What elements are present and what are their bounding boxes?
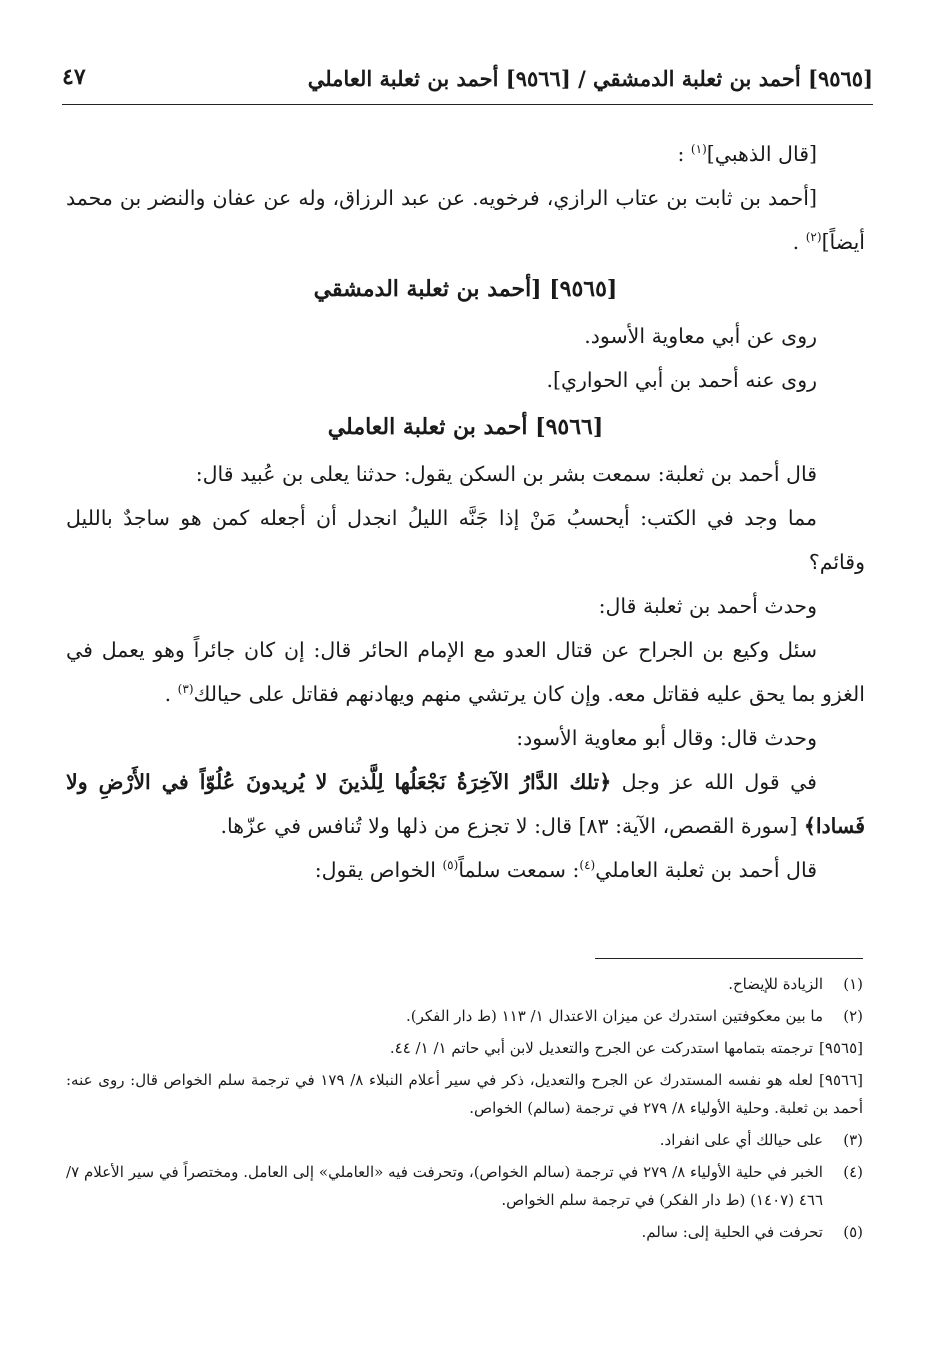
text-run: في قول الله عز وجل <box>611 770 817 794</box>
text-run: [سورة القصص، الآية: ٨٣] قال: لا تجزع من ذلها ولا تُنافس في عزّها. <box>220 814 804 838</box>
text-run: . <box>792 230 800 254</box>
footnote-mark: (٤) <box>843 1163 863 1181</box>
footnote-ref: (٢) <box>805 230 822 245</box>
footnote-mark: (٢) <box>843 1007 863 1025</box>
paragraph <box>66 132 865 176</box>
paragraph <box>66 628 865 716</box>
text-run: : سمعت سلماً <box>458 858 580 882</box>
text-run: سئل وكيع بن الجراح عن قتال العدو مع الإمام الحائر قال: إن كان جائراً وهو يعمل في الغزو بما يحق عليه فقاتل معه. وإن كان يرتشي منهم ويهادنهم فقاتل على حيالك <box>66 638 865 706</box>
footnote-ref: (٥) <box>442 858 459 873</box>
footnote <box>66 1126 863 1154</box>
footnote-mark: (٣) <box>843 1131 863 1149</box>
footnote-ref: (٣) <box>177 682 194 697</box>
main-text <box>66 132 865 892</box>
running-title: [٩٥٦٥] أحمد بن ثعلبة الدمشقي / [٩٥٦٦] أحمد بن ثعلبة العاملي <box>307 66 873 91</box>
footnote <box>66 1218 863 1246</box>
footnote <box>66 1066 863 1122</box>
footnote-text: الخبر في حلية الأولياء ٨/ ٢٧٩ في ترجمة (سالم الخواص)، وتحرفت فيه «العاملي» إلى العامل. ومختصراً في سير الأعلام ٧/ ٤٦٦ (١٤٠٧) (ط دار الفكر) في ترجمة سلم الخواص. <box>66 1163 823 1209</box>
text-run: : <box>677 142 691 166</box>
paragraph: روى عنه أحمد بن أبي الحواري]. <box>546 368 817 392</box>
text-run: [أحمد بن ثابت بن عتاب الرازي، فرخويه. عن عبد الرزاق، وله عن عفان والنضر بن محمد أيضاً] <box>66 186 865 254</box>
running-head <box>62 64 873 100</box>
text-run: . <box>164 682 172 706</box>
footnote-code: [٩٥٦٥] <box>819 1039 863 1057</box>
paragraph <box>66 848 865 892</box>
footnote-ref: (٤) <box>579 858 596 873</box>
entry-heading: [٩٥٦٦] أحمد بن ثعلبة العاملي <box>327 414 604 440</box>
footnote-mark: (٥) <box>843 1223 863 1241</box>
footnote-code: [٩٥٦٦] <box>819 1071 863 1089</box>
footnote <box>66 1002 863 1030</box>
footnote-text: ما بين معكوفتين استدرك عن ميزان الاعتدال ١/ ١١٣ (ط دار الفكر). <box>405 1007 823 1025</box>
text-run: قال أحمد بن ثعلبة العاملي <box>595 858 817 882</box>
header-rule <box>62 104 873 105</box>
paragraph: وحدث أحمد بن ثعلبة قال: <box>598 594 817 618</box>
footnote-text: ترجمته بتمامها استدركت عن الجرح والتعديل لابن أبي حاتم ١/ ١/ ٤٤. <box>389 1039 814 1057</box>
paragraph: روى عن أبي معاوية الأسود. <box>584 324 817 348</box>
text-run: الخواص يقول: <box>314 858 443 882</box>
paragraph <box>66 176 865 264</box>
paragraph: مما وجد في الكتب: أيحسبُ مَنْ إذا جَنَّه الليلُ انجدل أن أجعله كمن هو ساجدٌ بالليل وقائم؟ <box>66 506 865 574</box>
footnote-ref: (١) <box>690 142 707 157</box>
footnotes <box>66 970 863 1250</box>
entry-heading: [٩٥٦٥] [أحمد بن ثعلبة الدمشقي <box>313 276 618 302</box>
footnote <box>66 1034 863 1062</box>
footnote-rule <box>595 958 863 959</box>
quran-verse: ﴿تلك الدَّارُ الآخِرَةُ نَجْعَلُها لِلَّذينَ لا يُريدونَ عُلُوّاً في الأَرْضِ ولا فَسادا﴾ <box>66 770 865 838</box>
footnote-text: الزيادة للإيضاح. <box>728 975 823 993</box>
paragraph <box>66 760 865 848</box>
footnote <box>66 970 863 998</box>
text-run: [قال الذهبي] <box>706 142 817 166</box>
footnote-text: لعله هو نفسه المستدرك عن الجرح والتعديل، ذكر في سير أعلام النبلاء ٨/ ١٧٩ في ترجمة سلم الخواص قال: روى عنه: أحمد بن ثعلبة. وحلية الأولياء ٨/ ٢٧٩ في ترجمة (سالم) الخواص. <box>66 1071 863 1117</box>
paragraph: قال أحمد بن ثعلبة: سمعت بشر بن السكن يقول: حدثنا يعلى بن عُبيد قال: <box>195 462 817 486</box>
footnote <box>66 1158 863 1214</box>
paragraph: وحدث قال: وقال أبو معاوية الأسود: <box>516 726 817 750</box>
footnote-text: على حيالك أي على انفراد. <box>659 1131 823 1149</box>
footnote-mark: (١) <box>843 975 863 993</box>
page-number: ٤٧ <box>62 64 86 90</box>
footnote-text: تحرفت في الحلية إلى: سالم. <box>641 1223 823 1241</box>
